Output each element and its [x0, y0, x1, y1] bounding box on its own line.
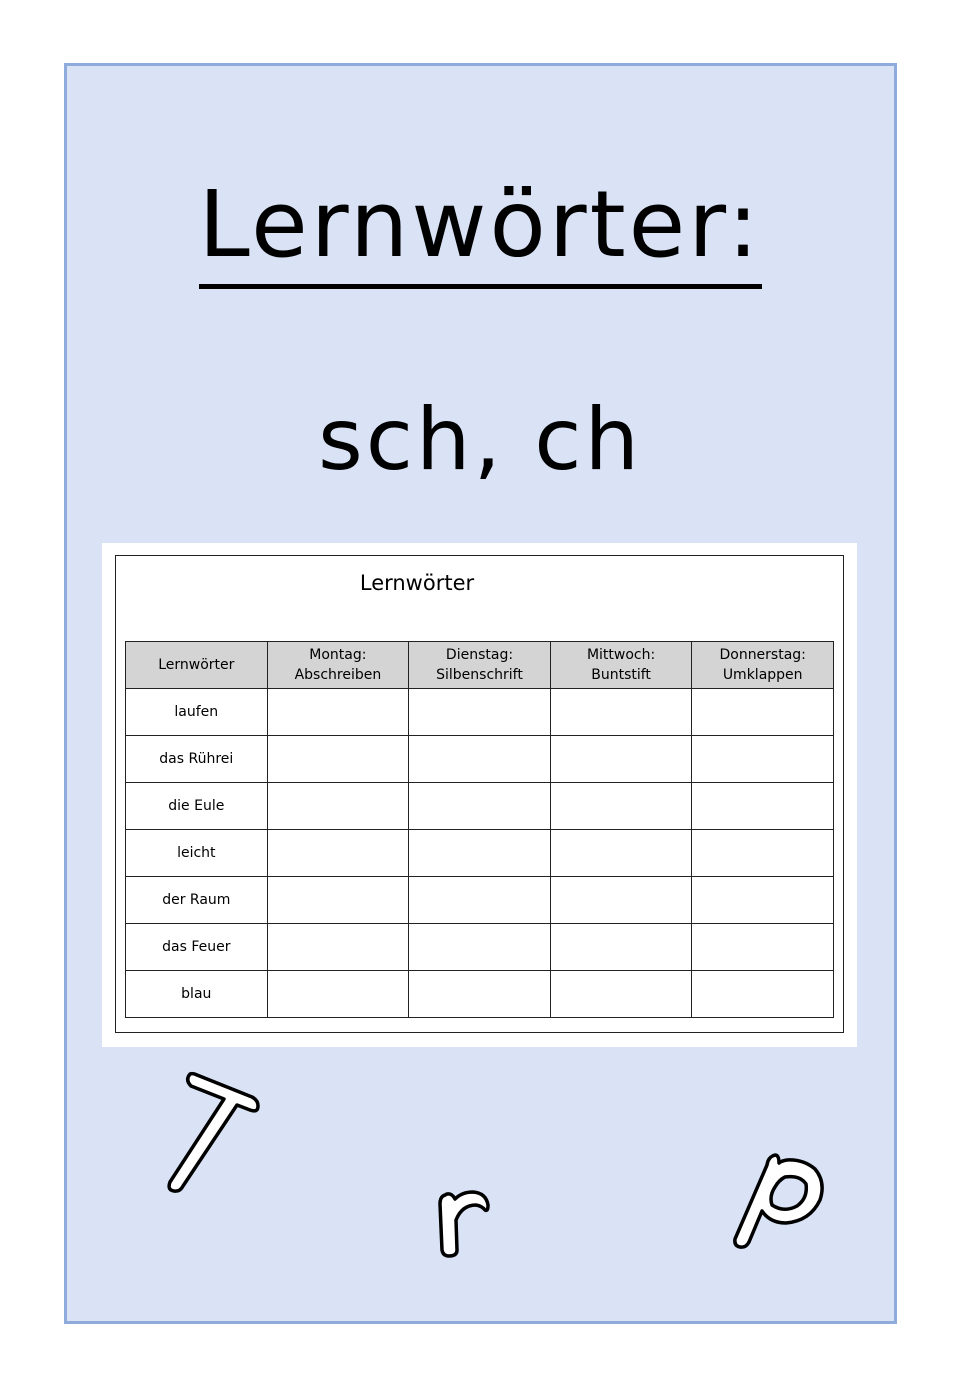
column-header-task: Abschreiben — [294, 667, 382, 683]
worksheet — [102, 543, 857, 1047]
answer-cell-tuesday[interactable] — [409, 971, 551, 1018]
column-header-words — [126, 642, 268, 689]
answer-cell-thursday[interactable] — [692, 736, 834, 783]
word-cell: die Eule — [126, 783, 268, 830]
answer-cell-tuesday[interactable] — [409, 877, 551, 924]
answer-cell-monday[interactable] — [267, 830, 409, 877]
column-header-day: Dienstag: — [445, 647, 514, 663]
answer-cell-wednesday[interactable] — [550, 783, 692, 830]
answer-cell-tuesday[interactable] — [409, 689, 551, 736]
word-cell: das Feuer — [126, 924, 268, 971]
answer-cell-thursday[interactable] — [692, 830, 834, 877]
column-header-task: Buntstift — [591, 667, 651, 683]
answer-cell-wednesday[interactable] — [550, 971, 692, 1018]
answer-cell-tuesday[interactable] — [409, 736, 551, 783]
column-header-label: Lernwörter — [158, 657, 235, 673]
answer-cell-monday[interactable] — [267, 924, 409, 971]
answer-cell-tuesday[interactable] — [409, 924, 551, 971]
page-title-text: Lernwörter: — [199, 170, 762, 289]
word-cell: das Rührei — [126, 736, 268, 783]
answer-cell-wednesday[interactable] — [550, 877, 692, 924]
word-cell: blau — [126, 971, 268, 1018]
page-title — [0, 170, 960, 289]
worksheet-title: Lernwörter — [359, 571, 475, 595]
column-header-tuesday — [409, 642, 551, 689]
column-header-thursday — [692, 642, 834, 689]
table-row — [126, 689, 834, 736]
answer-cell-thursday[interactable] — [692, 924, 834, 971]
answer-cell-tuesday[interactable] — [409, 830, 551, 877]
table-row — [126, 736, 834, 783]
answer-cell-wednesday[interactable] — [550, 689, 692, 736]
column-header-monday — [267, 642, 409, 689]
answer-cell-wednesday[interactable] — [550, 830, 692, 877]
word-cell: laufen — [126, 689, 268, 736]
word-cell: der Raum — [126, 877, 268, 924]
column-header-task: Umklappen — [722, 667, 803, 683]
answer-cell-monday[interactable] — [267, 877, 409, 924]
answer-cell-monday[interactable] — [267, 971, 409, 1018]
answer-cell-monday[interactable] — [267, 736, 409, 783]
column-header-wednesday — [550, 642, 692, 689]
answer-cell-thursday[interactable] — [692, 877, 834, 924]
word-table — [125, 641, 834, 1018]
column-header-day: Mittwoch: — [586, 647, 656, 663]
column-header-day: Montag: — [309, 647, 367, 663]
page-subtitle: sch, ch — [317, 390, 643, 490]
table-header-row — [126, 642, 834, 689]
answer-cell-monday[interactable] — [267, 783, 409, 830]
answer-cell-wednesday[interactable] — [550, 924, 692, 971]
word-table-body — [126, 689, 834, 1018]
answer-cell-monday[interactable] — [267, 689, 409, 736]
column-header-task: Silbenschrift — [436, 667, 523, 683]
column-header-day: Donnerstag: — [719, 647, 806, 663]
table-row — [126, 924, 834, 971]
table-row — [126, 830, 834, 877]
table-row — [126, 971, 834, 1018]
table-row — [126, 877, 834, 924]
answer-cell-tuesday[interactable] — [409, 783, 551, 830]
worksheet-border — [115, 555, 844, 1033]
word-cell: leicht — [126, 830, 268, 877]
table-row — [126, 783, 834, 830]
answer-cell-thursday[interactable] — [692, 783, 834, 830]
answer-cell-thursday[interactable] — [692, 689, 834, 736]
answer-cell-thursday[interactable] — [692, 971, 834, 1018]
answer-cell-wednesday[interactable] — [550, 736, 692, 783]
